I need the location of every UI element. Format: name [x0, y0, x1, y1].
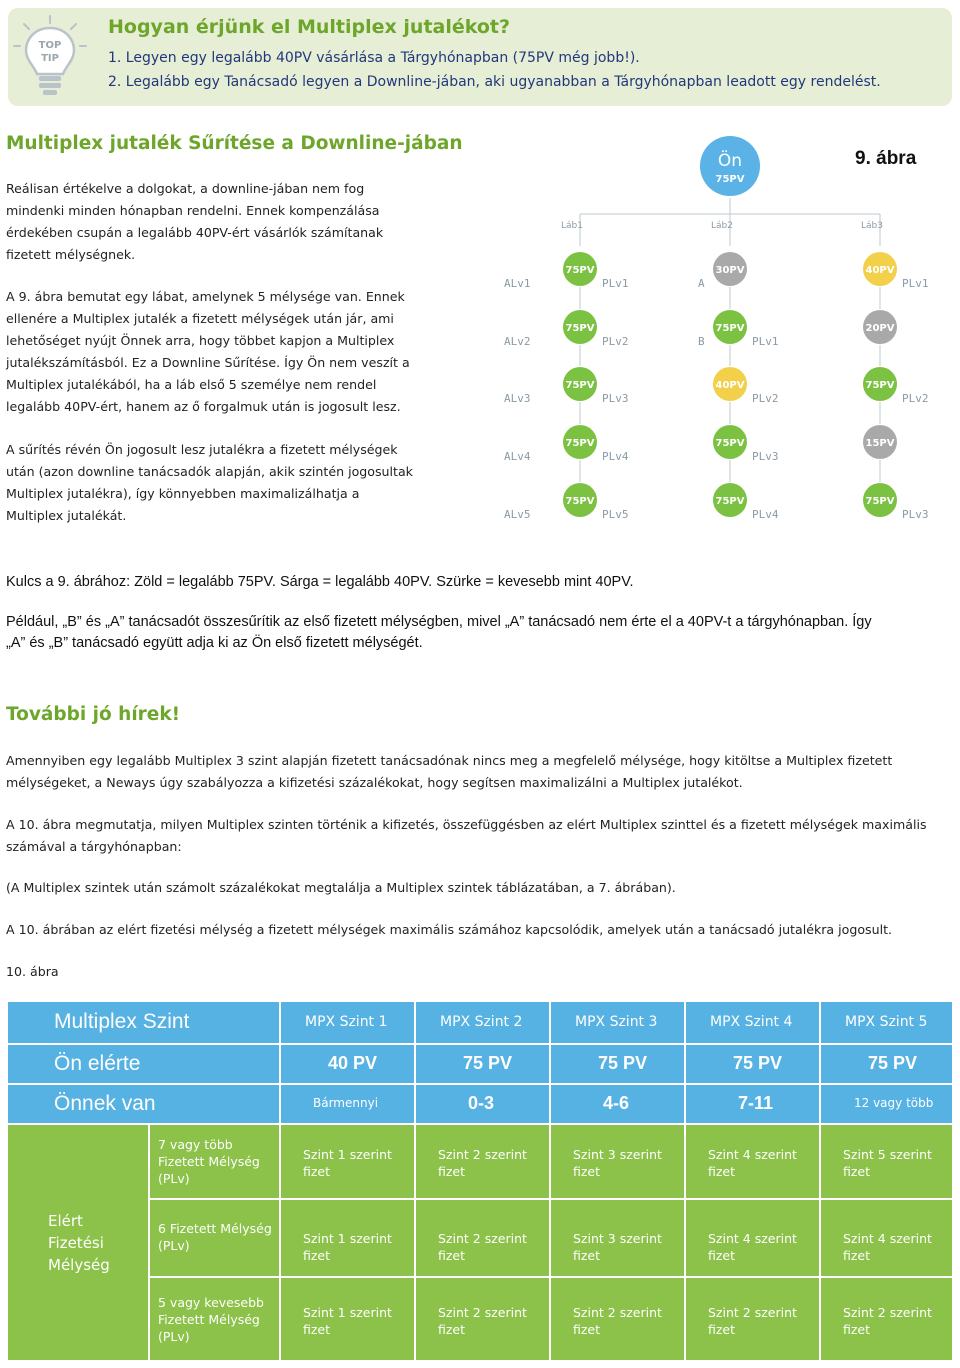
text-line: (PLv): [158, 1329, 190, 1344]
payout-cell: [438, 1146, 527, 1180]
top-node-name: Ön: [717, 151, 743, 171]
absolute-level-label: ALv1: [504, 277, 531, 290]
text-line: Szint 1 szerint: [303, 1231, 392, 1246]
depth-count: 7-11: [738, 1093, 774, 1113]
depth-row-label: [158, 1294, 264, 1345]
level-header: MPX Szint 3: [575, 1014, 658, 1030]
leg-label: Láb1: [561, 221, 583, 231]
text-line: Fizetett Mélység: [158, 1312, 260, 1327]
payout-cell: [573, 1304, 662, 1338]
tip-line-1: 1. Legyen egy legalább 40PV vásárlása a Tárgyhónapban (75PV még jobb!).: [108, 50, 640, 66]
member-node-pv: 75PV: [865, 380, 895, 391]
text-line: fizet: [708, 1322, 736, 1337]
row-header: Önnek van: [54, 1092, 156, 1115]
text-line: Szint 1 szerint: [303, 1305, 392, 1320]
row-header: Multiplex Szint: [54, 1010, 190, 1033]
text-line: Szint 2 szerint: [708, 1305, 797, 1320]
member-node-pv: 30PV: [715, 265, 745, 276]
text-line: érdekében csupán a legalább 40PV-ért vásárlók számítanak: [6, 225, 384, 240]
text-line: Elért: [48, 1212, 83, 1230]
text-line: Szint 1 szerint: [303, 1147, 392, 1162]
text-line: jutalékszámításból. Ez a Downline Sűrítése. Így Ön nem veszít a: [6, 355, 410, 370]
section2-paragraph-4: A 10. ábrában az elért fizetési mélység a fizetett mélységek maximális számához kapcsolódik, amelyek után a tanácsadó jutalékra jogosult.: [6, 922, 893, 937]
payout-cell: [843, 1304, 932, 1338]
text-line: Szint 2 szerint: [573, 1305, 662, 1320]
paid-level-label: PLv2: [902, 392, 929, 405]
row-header: Ön elérte: [54, 1052, 141, 1075]
text-line: fizet: [573, 1248, 601, 1263]
divider: [414, 1002, 416, 1360]
paid-level-label: PLv3: [752, 450, 779, 463]
payout-cell: [303, 1146, 392, 1180]
depth-count: 4-6: [603, 1093, 630, 1113]
text-line: Amennyiben egy legalább Multiplex 3 szint alapján fizetett tanácsadónak nincs meg a megfelelő mélysége, hogy kitöltse a Multiplex fizetett: [6, 753, 893, 768]
depth-row-label: [158, 1220, 272, 1254]
text-line: számával a tárgyhónapban:: [6, 839, 182, 854]
text-line: 5 vagy kevesebb: [158, 1295, 264, 1310]
text-line: Szint 2 szerint: [843, 1305, 932, 1320]
text-line: Mélység: [48, 1256, 110, 1274]
text-line: Szint 2 szerint: [438, 1147, 527, 1162]
section1-paragraph-3: [6, 439, 436, 527]
text-line: fizet: [303, 1322, 331, 1337]
text-line: Például, „B” és „A” tanácsadót összesűrítik az első fizetett mélységben, mivel „A” tanácsadó nem érte el a 40PV-t a tárgyhónapban. Így: [6, 614, 872, 630]
payout-cell: [438, 1304, 527, 1338]
text-line: mélységeket, a Neways úgy szabályozza a kifizetési százalékokat, hogy segítsen maximalizálni a Multiplex jutalékot.: [6, 775, 743, 790]
text-line: Szint 4 szerint: [708, 1231, 797, 1246]
level-header: MPX Szint 1: [305, 1014, 388, 1030]
text-line: Fizetett Mélység: [158, 1154, 260, 1169]
tip-badge-bottom: TIP: [41, 53, 59, 64]
text-line: Szint 4 szerint: [843, 1231, 932, 1246]
tip-badge-top: TOP: [38, 40, 62, 51]
payout-cell: [708, 1304, 797, 1338]
text-line: ellenére a Multiplex jutalék a fizetett mélységek után jár, ami: [6, 311, 394, 326]
figure-10-table: [8, 1002, 952, 1360]
text-line: Szint 3 szerint: [573, 1147, 662, 1162]
paid-level-label: PLv3: [902, 508, 929, 521]
absolute-level-label: ALv4: [504, 450, 531, 463]
paid-level-label: PLv3: [602, 392, 629, 405]
text-line: legalább 40PV-ért, hanem az ő forgalmuk után is jogosult lesz.: [6, 399, 401, 414]
payout-cell: [708, 1146, 797, 1180]
figure-10-label: 10. ábra: [6, 964, 59, 979]
achieved-pv: 40 PV: [328, 1053, 378, 1073]
achieved-pv: 75 PV: [598, 1053, 648, 1073]
paid-level-label: PLv1: [602, 277, 629, 290]
paid-level-label: PLv4: [602, 450, 629, 463]
section2-paragraph-1: [6, 750, 956, 794]
paid-level-label: PLv1: [902, 277, 929, 290]
payout-cell: [843, 1230, 932, 1264]
text-line: Szint 5 szerint: [843, 1147, 932, 1162]
paid-level-label: PLv4: [752, 508, 779, 521]
divider: [819, 1002, 821, 1360]
depth-count: 12 vagy több: [854, 1096, 934, 1110]
consultant-b-label: B: [698, 335, 705, 348]
text-line: A 10. ábra megmutatja, milyen Multiplex szinten történik a kifizetés, összefüggésben az elért Multiplex szinttel és a fizetett mélységek maximális: [6, 817, 927, 832]
text-line: fizet: [438, 1248, 466, 1263]
text-line: fizet: [573, 1164, 601, 1179]
absolute-level-label: ALv5: [504, 508, 531, 521]
text-line: 7 vagy több: [158, 1137, 233, 1152]
paid-level-label: PLv1: [752, 335, 779, 348]
example-paragraph: [6, 612, 954, 654]
member-node-pv: 75PV: [715, 438, 745, 449]
text-line: Multiplex jutalékra), így könnyebben maximalizálhatja a: [6, 486, 360, 501]
depth-count: 0-3: [468, 1093, 495, 1113]
text-line: Szint 2 szerint: [438, 1305, 527, 1320]
text-line: fizet: [438, 1322, 466, 1337]
leg-label: Láb3: [861, 221, 883, 231]
text-line: Szint 3 szerint: [573, 1231, 662, 1246]
text-line: fizet: [843, 1322, 871, 1337]
text-line: Multiplex jutalékából, ha a láb első 5 személye nem rendel: [6, 377, 377, 392]
achieved-pv: 75 PV: [463, 1053, 513, 1073]
text-line: Reálisan értékelve a dolgokat, a downline-jában nem fog: [6, 181, 365, 196]
member-node-pv: 75PV: [565, 323, 595, 334]
text-line: A sűrítés révén Ön jogosult lesz jutalékra a fizetett mélységek: [6, 442, 398, 457]
text-line: után (azon downline tanácsadók alapján, akik szintén jogosultak: [6, 464, 413, 479]
payout-cell: [303, 1230, 392, 1264]
text-line: fizet: [303, 1164, 331, 1179]
text-line: fizet: [303, 1248, 331, 1263]
leg-label: Láb2: [711, 221, 733, 231]
member-node-pv: 75PV: [565, 438, 595, 449]
member-node-pv: 75PV: [865, 496, 895, 507]
section-heading-more-news: További jó hírek!: [6, 704, 181, 725]
text-line: fizet: [708, 1164, 736, 1179]
section1-paragraph-2: [6, 286, 436, 418]
figure-9-diagram: [500, 136, 950, 536]
text-line: mindenki minden hónapban rendelni. Ennek kompenzálása: [6, 203, 380, 218]
member-node-pv: 75PV: [565, 265, 595, 276]
member-node-pv: 40PV: [715, 380, 745, 391]
text-line: Szint 4 szerint: [708, 1147, 797, 1162]
text-line: A 9. ábra bemutat egy lábat, amelynek 5 mélysége van. Ennek: [6, 289, 405, 304]
figure-key: Kulcs a 9. ábrához: Zöld = legalább 75PV. Sárga = legalább 40PV. Szürke = kevesebb mint 40PV.: [6, 574, 634, 590]
payout-cell: [843, 1146, 932, 1180]
text-line: fizetett mélységnek.: [6, 247, 136, 262]
green-row-header: [48, 1210, 110, 1276]
text-line: lehetőséget nyújt Önnek arra, hogy többet kapjon a Multiplex: [6, 333, 395, 348]
payout-cell: [708, 1230, 797, 1264]
member-node-pv: 75PV: [715, 323, 745, 334]
divider: [549, 1002, 551, 1360]
member-node-pv: 15PV: [865, 438, 895, 449]
figure-9-title: 9. ábra: [855, 148, 917, 169]
member-node-pv: 75PV: [565, 380, 595, 391]
text-line: fizet: [843, 1164, 871, 1179]
section1-paragraph-1: [6, 178, 426, 266]
tip-title: Hogyan érjünk el Multiplex jutalékot?: [108, 16, 511, 38]
top-node-pv: 75PV: [715, 174, 745, 185]
payout-cell: [303, 1304, 392, 1338]
text-line: 6 Fizetett Mélység: [158, 1221, 272, 1236]
divider: [8, 1083, 952, 1085]
member-node-pv: 20PV: [865, 323, 895, 334]
achieved-pv: 75 PV: [733, 1053, 783, 1073]
level-header: MPX Szint 5: [845, 1014, 928, 1030]
text-line: fizet: [708, 1248, 736, 1263]
section2-paragraph-2: [6, 814, 956, 858]
absolute-level-label: ALv3: [504, 392, 531, 405]
text-line: Fizetési: [48, 1234, 104, 1252]
text-line: fizet: [573, 1322, 601, 1337]
divider: [279, 1002, 281, 1360]
divider: [8, 1043, 952, 1045]
payout-cell: [573, 1146, 662, 1180]
depth-row-label: [158, 1136, 260, 1187]
member-node-pv: 75PV: [715, 496, 745, 507]
payout-cell: [573, 1230, 662, 1264]
paid-level-label: PLv2: [602, 335, 629, 348]
level-header: MPX Szint 4: [710, 1014, 793, 1030]
lightbulb-icon: [10, 14, 90, 100]
text-line: fizet: [843, 1248, 871, 1263]
text-line: Multiplex jutalékát.: [6, 508, 127, 523]
paid-level-label: PLv5: [602, 508, 629, 521]
achieved-pv: 75 PV: [868, 1053, 918, 1073]
text-line: „A” és „B” tanácsadó együtt adja ki az Ön első fizetett mélységét.: [6, 635, 423, 651]
section2-paragraph-3: (A Multiplex szintek után számolt százalékokat megtalálja a Multiplex szintek táblázatában, a 7. ábrában).: [6, 880, 676, 895]
text-line: (PLv): [158, 1238, 190, 1253]
paid-level-label: PLv2: [752, 392, 779, 405]
tip-line-2: 2. Legalább egy Tanácsadó legyen a Downline-jában, aki ugyanabban a Tárgyhónapban leadott egy rendelést.: [108, 74, 881, 90]
absolute-level-label: ALv2: [504, 335, 531, 348]
divider: [684, 1002, 686, 1360]
payout-cell: [438, 1230, 527, 1264]
text-line: (PLv): [158, 1171, 190, 1186]
level-header: MPX Szint 2: [440, 1014, 523, 1030]
member-node-pv: 75PV: [565, 496, 595, 507]
divider: [148, 1124, 150, 1360]
section-heading-compression: Multiplex jutalék Sűrítése a Downline-jában: [6, 133, 463, 154]
text-line: Szint 2 szerint: [438, 1231, 527, 1246]
consultant-a-label: A: [698, 277, 705, 290]
text-line: fizet: [438, 1164, 466, 1179]
member-node-pv: 40PV: [865, 265, 895, 276]
depth-count: Bármennyi: [313, 1096, 379, 1110]
